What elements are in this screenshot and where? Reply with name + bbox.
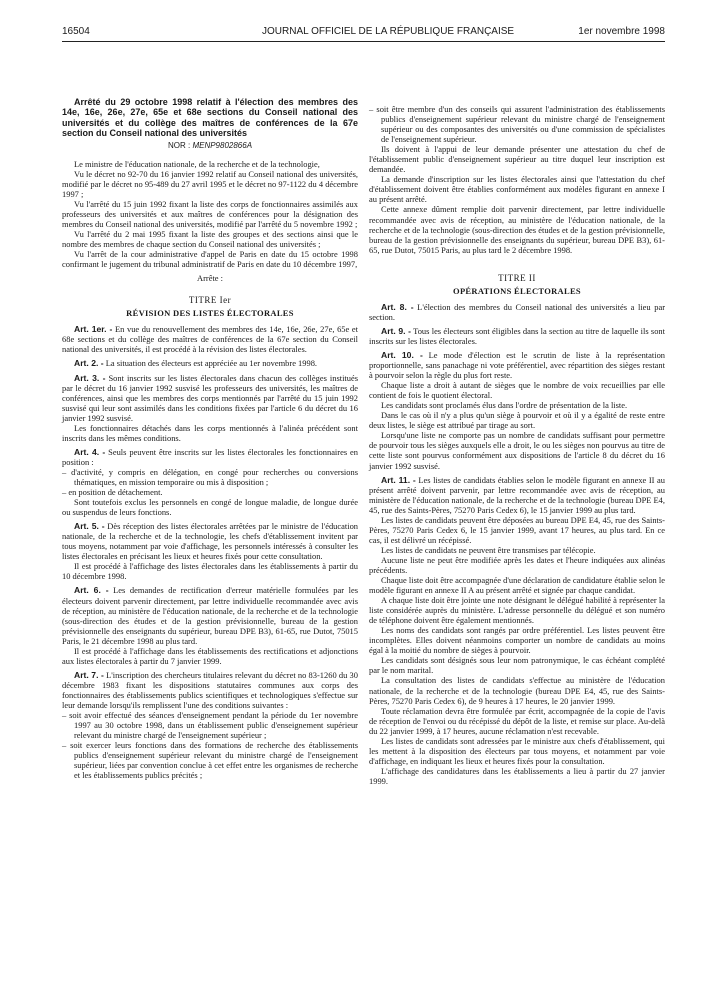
title-1-heading: TITRE Ier (188, 295, 232, 306)
article-label: Art. 3. - (74, 372, 106, 383)
nor-value: MENP9802866A (192, 140, 253, 150)
article-11 (369, 475, 665, 515)
paragraph: Les listes de candidats ne peuvent être transmises par télécopie. (381, 544, 596, 555)
article-text: Tous les électeurs sont éligibles dans la section au titre de laquelle ils sont inscrits sur les listes électorales. (369, 325, 665, 346)
article-text: Seuls peuvent être inscrits sur les listes électorales les fonctionnaires en position : (62, 446, 358, 467)
paragraph: Dans le cas où il n'y a plus qu'un siège à pourvoir et où il y a égalité de reste entre deux listes, le siège est attribué par tirage au sort. (369, 410, 665, 431)
article-label: Art. 2. - (74, 358, 104, 369)
article-label: Art. 6. - (74, 585, 109, 596)
paragraph: Lorsqu'une liste ne comporte pas un nombre de candidats suffisant pour permettre de pourvoir tous les sièges auxquels elle a droit, le ou les sièges non pourvus au titre de cette liste sont pourvus conformément aux dispositions de l'article 8 du décret du 16 janvier 1992 susvisé. (369, 430, 665, 471)
arrete-label: Arrête : (196, 273, 223, 284)
nor-label: NOR : (167, 140, 191, 150)
paragraph: La consultation des listes de candidats s'effectue au ministère de l'éducation nationale, de la recherche et de la technologie (bureau DPE E4, 45, rue des Saints-Pères, 75270 Paris Cedex 6), de 9 heures à 17 heures, le 20 janvier 1999. (369, 675, 665, 706)
left-column (62, 97, 358, 780)
paragraph: Chaque liste a droit à autant de sièges que le nombre de voix recueillies par elle contient de fois le quotient électoral. (369, 380, 665, 401)
article-7 (62, 670, 358, 710)
article-label: Art. 7. - (74, 669, 104, 680)
paragraph: Les candidats sont désignés sous leur nom patronymique, le cas échéant complété par le nom marital. (369, 655, 665, 676)
paragraph: Vu l'arrêt de la cour administrative d'appel de Paris en date du 15 octobre 1998 confirmant le jugement du tribunal administratif de Paris en date du 10 décembre 1997, (62, 249, 358, 270)
article-9 (369, 326, 665, 346)
paragraph: Aucune liste ne peut être modifiée après les dates et l'heure indiquées aux alinéas précédents. (369, 554, 665, 575)
paragraph: Vu l'arrêté du 15 juin 1992 fixant la liste des corps de fonctionnaires assimilés aux professeurs des universités et aux maîtres de conférences pour la désignation des membres du Conseil national des universités, modifié par l'arrêté du 5 novembre 1992 ; (62, 198, 358, 229)
paragraph: Ils doivent à l'appui de leur demande présenter une attestation du chef de l'établissement public d'enseignement supérieur au titre duquel leur inscription est demandée. (369, 144, 665, 175)
article-label: Art. 5. - (74, 521, 105, 532)
article-10 (369, 350, 665, 380)
list-item: – en position de détachement. (62, 487, 163, 498)
paragraph: Il est procédé à l'affichage dans les établissements des rectifications et adjonctions aux listes électorales à partir du 7 janvier 1999. (62, 645, 358, 666)
paragraph: Il est procédé à l'affichage des listes électorales dans les établissements à partir du 10 décembre 1998. (62, 561, 358, 582)
paragraph: A chaque liste doit être jointe une note désignant le délégué habilité à représenter la liste considérée auprès du ministère. L'adresse personnelle du délégué et son numéro de téléphone doivent être également mentionnés. (369, 595, 665, 626)
header-rule (62, 41, 665, 42)
article-1 (62, 324, 358, 354)
title-2-heading: TITRE II (498, 272, 536, 283)
journal-title: JOURNAL OFFICIEL DE LA RÉPUBLIQUE FRANÇAISE (262, 26, 515, 37)
paragraph: La demande d'inscription sur les listes électorales ainsi que l'attestation du chef d'établissement doivent être établies conformément aux modèles figurant en annexe I au présent arrêté. (369, 174, 665, 205)
paragraph: Sont toutefois exclus les personnels en congé de longue maladie, de longue durée ou suspendus de leurs fonctions. (62, 497, 358, 518)
article-text: Les listes de candidats établies selon le modèle figurant en annexe II au présent arrêté doivent parvenir, par lettre recommandée avec avis de réception, au ministère de l'éducation nationale, de la recherche et de la technologie (bureau DPE E4, 45, rue des Saints-Pères, 75270 Paris Cedex 6), le 15 janvier 1999 au plus tard. (369, 474, 666, 515)
paragraph: Le ministre de l'éducation nationale, de la recherche et de la technologie, (74, 158, 320, 169)
list-item: – soit avoir effectué des séances d'enseignement pendant la période du 1er novembre 1997 au 30 octobre 1998, dans un établissement public d'enseignement supérieur relevant du ministre chargé de l'enseignement supérieur ; (62, 710, 358, 741)
paragraph: L'affichage des candidatures dans les établissements a lieu à partir du 27 janvier 1999. (369, 765, 665, 786)
paragraph: Les noms des candidats sont rangés par ordre préférentiel. Les listes peuvent être incomplètes. Elles doivent néanmoins comporter un nombre de candidats au moins égal à la moitié du nombre de sièges à pourvoir. (369, 625, 665, 656)
paragraph: Les fonctionnaires détachés dans les corps mentionnés à l'alinéa précédent sont inscrits dans les mêmes conditions. (62, 422, 358, 443)
article-8 (369, 302, 665, 322)
article-text: Les demandes de rectification d'erreur matérielle formulées par les électeurs doivent parvenir directement, par lettre individuelle recommandée avec avis de réception, au ministère de l'éducation nationale, de la recherche et de la technologie (sous-direction des études et de la gestion prévisionnelle, bureau de la gestion prévisionnelle des enseignants du supérieur, bureau DPE B3), 61-65, rue Dutot, 75015 Paris, le 21 décembre 1998 au plus tard. (62, 585, 358, 646)
article-text: L'élection des membres du Conseil national des universités a lieu par section. (369, 301, 665, 322)
list-item: – soit être membre d'un des conseils qui assurent l'administration des établissements publics d'enseignement supérieur relevant du ministre chargé de l'enseignement supérieur ou des composantes des universités ou d'une commission de spécialistes de l'enseignement supérieur. (369, 104, 665, 145)
paragraph: Cette annexe dûment remplie doit parvenir directement, par lettre individuelle recommandée avec avis de réception, au ministère de l'éducation nationale, de la recherche et de la technologie (sous-direction des études et de la gestion prévisionnelle, bureau de la gestion prévisionnelle des enseignants du supérieur, bureau DPE B3), 61-65, rue Dutot, 75015 Paris, au plus tard le 2 décembre 1998. (369, 204, 665, 255)
issue-date: 1er novembre 1998 (578, 26, 665, 37)
article-label: Art. 8. - (381, 301, 414, 312)
nor-reference (62, 141, 358, 151)
page-header (62, 26, 665, 40)
title-2-subheading: OPÉRATIONS ÉLECTORALES (453, 285, 581, 296)
page-number: 16504 (62, 26, 90, 37)
article-label: Art. 10. - (381, 349, 423, 360)
article-5 (62, 521, 358, 561)
article-text: En vue du renouvellement des membres des 14e, 16e, 26e, 27e, 65e et 68e sections et du collège des maîtres de conférences de la 67e section du Conseil national des universités, il est procédé à la révision des listes électorales. (62, 324, 358, 355)
decree-title: Arrêté du 29 octobre 1998 relatif à l'élection des membres des 14e, 16e, 26e, 27e, 65e et 68e sections du Conseil national des universités et du collège des maîtres de conférences de la 67e section du Conseil national des universités (62, 97, 358, 139)
right-column (369, 104, 665, 786)
paragraph: Vu le décret no 92-70 du 16 janvier 1992 relatif au Conseil national des universités, modifié par le décret no 95-489 du 27 avril 1995 et le décret no 97-1122 du 4 décembre 1997 ; (62, 168, 358, 199)
article-label: Art. 1er. - (74, 324, 113, 335)
list-item: – d'activité, y compris en délégation, en congé pour recherches ou conversions thématiques, en mission temporaire ou mis à disposition ; (62, 466, 358, 487)
article-label: Art. 11. - (381, 474, 416, 485)
article-text: Dès réception des listes électorales arrêtées par le ministre de l'éducation nationale, de la recherche et de la technologie, les chefs d'établissement invitent par tous moyens, notamment par voie d'affichage, les personnels intéressés à consulter les listes électorales en précisant les lieux et heures fixés pour cette consultation. (62, 521, 359, 562)
article-text: Le mode d'élection est le scrutin de liste à la représentation proportionnelle, sans panachage ni vote préférentiel, avec répartition des sièges restant à pourvoir selon la règle du plus fort reste. (369, 349, 666, 381)
paragraph: Vu l'arrêté du 2 mai 1995 fixant la liste des groupes et des sections ainsi que le nombre des membres de chaque section du Conseil national des universités ; (62, 229, 358, 250)
article-label: Art. 4. - (74, 446, 106, 457)
paragraph: Toute réclamation devra être formulée par écrit, accompagnée de la copie de l'avis de réception de l'envoi ou du récépissé du dépôt de la liste, et remise sur place. Au-delà du 22 janvier 1999, à 17 heures, aucune réclamation n'est recevable. (369, 705, 665, 736)
article-label: Art. 9. - (381, 325, 411, 336)
list-item: – soit exercer leurs fonctions dans des formations de recherche des établissements publics d'enseignement supérieur relevant du ministre chargé de l'enseignement supérieur, liées par convention conclue à cet effet entre les organismes de recherche et les établissements publics précités ; (62, 740, 358, 781)
paragraph: Les listes de candidats sont adressées par le ministre aux chefs d'établissement, qui les mettent à la disposition des électeurs par tous moyens, et notamment par voie d'affichage, en indiquant les lieux et heures fixés pour la consultation. (369, 735, 665, 766)
article-6 (62, 585, 358, 645)
article-2 (62, 358, 358, 368)
paragraph: Les candidats sont proclamés élus dans l'ordre de présentation de la liste. (381, 400, 628, 411)
paragraph: Chaque liste doit être accompagnée d'une déclaration de candidature établie selon le modèle figurant en annexe II A au présent arrêté et signée par chaque candidat. (369, 575, 665, 596)
article-3 (62, 373, 358, 423)
article-text: La situation des électeurs est appréciée au 1er novembre 1998. (105, 358, 318, 369)
article-4 (62, 447, 358, 467)
article-text: Sont inscrits sur les listes électorales dans chacun des collèges institués par le décret du 16 janvier 1992 susvisé les professeurs des universités, les maîtres de conférences, ainsi que les membres des corps mentionnés par l'arrêté du 15 juin 1992 susvisé qui leur sont assimilés dans les conditions fixées par l'article 6 du décret du 16 janvier 1992 susvisé. (62, 372, 359, 423)
paragraph: Les listes de candidats peuvent être déposées au bureau DPE E4, 45, rue des Saints-Pères, 75270 Paris Cedex 6, le 15 janvier 1999, avant 17 heures, au plus tard. En ce cas, il est délivré un récépissé. (369, 514, 665, 545)
article-text: L'inscription des chercheurs titulaires relevant du décret no 83-1260 du 30 décembre 1983 fixant les dispositions statutaires communes aux corps des fonctionnaires des établissements publics scientifiques et technologiques s'effectue sur leur demande lorsqu'ils remplissent l'une des conditions suivantes : (62, 669, 358, 710)
title-1-subheading: RÉVISION DES LISTES ÉLECTORALES (126, 308, 294, 319)
